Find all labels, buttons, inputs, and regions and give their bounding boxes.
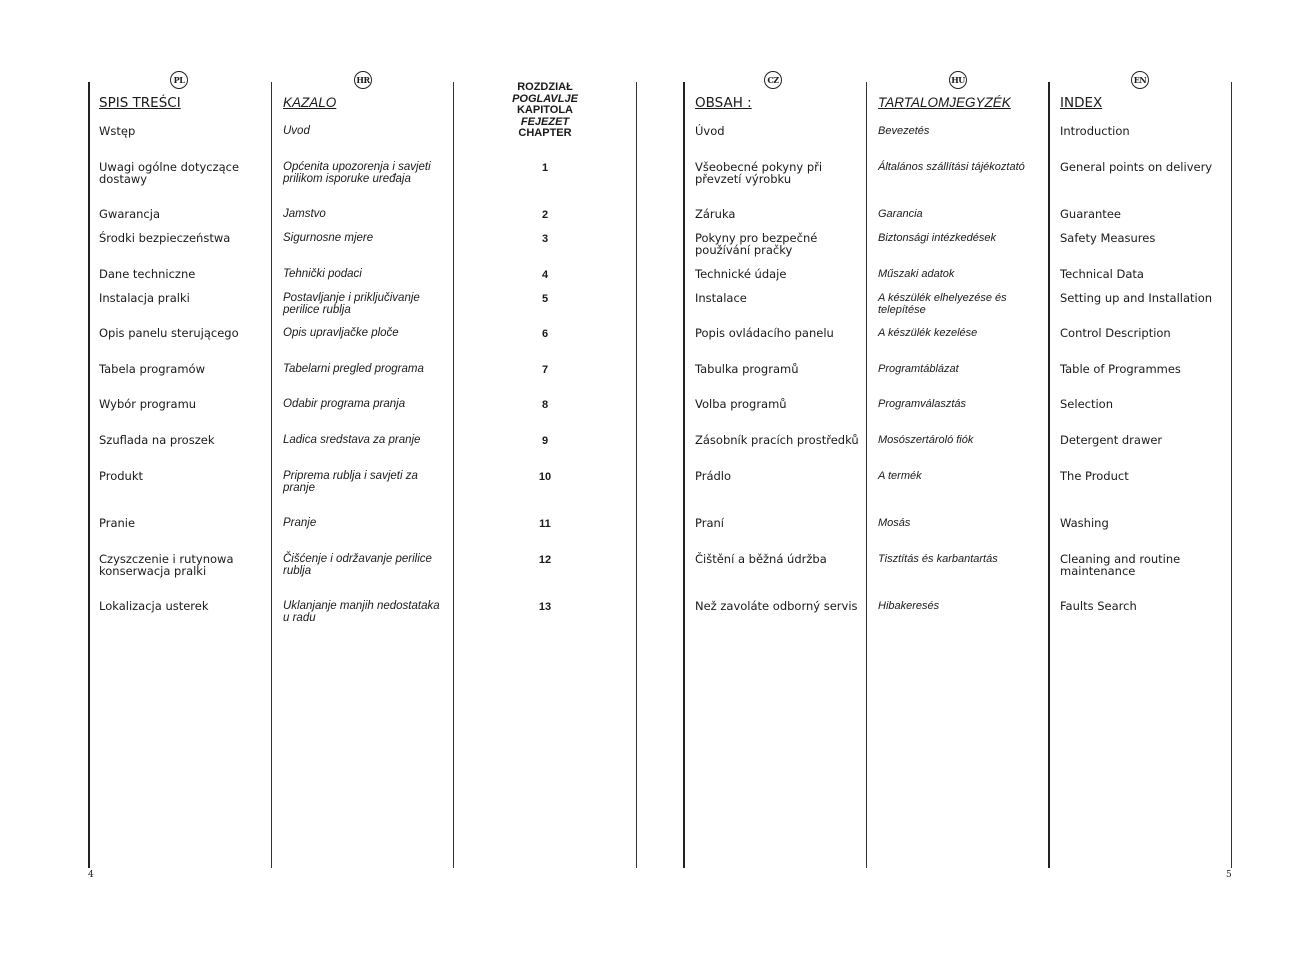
language-badge-pl: PL	[170, 71, 188, 89]
toc-item: Pranie	[99, 516, 136, 530]
toc-item: Faults Search	[1060, 599, 1137, 613]
toc-item: Uvod	[283, 125, 310, 137]
toc-item: Cleaning and routine maintenance	[1060, 552, 1181, 578]
toc-item: Uklanjanje manjih nedostataka u radu	[283, 600, 440, 624]
column-rule	[88, 82, 90, 868]
contents-heading-pl: SPIS TREŚCI	[99, 95, 181, 111]
contents-heading-hu: TARTALOMJEGYZÉK	[878, 95, 1011, 110]
page-number-right: 5	[1226, 870, 1232, 880]
toc-item: Tisztítás és karbantartás	[878, 553, 998, 565]
toc-item: Általános szállítási tájékoztató	[878, 161, 1025, 173]
toc-item: General points on delivery	[1060, 160, 1213, 174]
language-badge-en: EN	[1131, 71, 1149, 89]
page-number-left: 4	[88, 870, 94, 880]
contents-heading-cz: OBSAH :	[695, 95, 752, 111]
toc-item: Tabulka programů	[695, 362, 799, 376]
language-badge-hu: HU	[949, 71, 967, 89]
toc-item: Safety Measures	[1060, 231, 1156, 245]
toc-item: Wstęp	[99, 124, 136, 138]
chapter-label-hu: FEJEZET	[520, 115, 570, 128]
chapter-number: 10	[538, 471, 552, 483]
chapter-label-cz: KAPITOLA	[516, 104, 574, 116]
toc-item: Szuflada na proszek	[99, 433, 215, 447]
contents-heading-hr: KAZALO	[283, 95, 337, 110]
toc-item: Produkt	[99, 469, 144, 483]
toc-item: Opis upravljačke ploče	[283, 327, 399, 339]
toc-item: Lokalizacja usterek	[99, 599, 209, 613]
toc-item: Praní	[695, 516, 724, 530]
toc-item: Záruka	[695, 207, 736, 221]
toc-item: Środki bezpieczeństwa	[99, 231, 231, 245]
toc-item: Setting up and Installation	[1060, 291, 1213, 305]
toc-item: Čištění a běžná údržba	[695, 552, 827, 566]
toc-item: A termék	[878, 470, 922, 482]
toc-item: A készülék elhelyezése és telepítése	[878, 292, 1007, 316]
toc-item: Mosás	[878, 517, 911, 529]
contents-heading-en: INDEX	[1060, 95, 1103, 111]
toc-item: Tehnički podaci	[283, 268, 362, 280]
toc-item: Općenita upozorenja i savjeti prilikom isporuke uređaja	[283, 161, 431, 185]
chapter-number: 12	[538, 554, 552, 566]
toc-item: Hibakeresés	[878, 600, 940, 612]
chapter-number: 7	[541, 364, 549, 376]
toc-item: Programválasztás	[878, 398, 967, 410]
toc-item: Popis ovládacího panelu	[695, 326, 834, 340]
toc-item: Sigurnosne mjere	[283, 232, 374, 244]
toc-item: Mosószertároló fiók	[878, 434, 974, 446]
chapter-number: 13	[538, 601, 552, 613]
chapter-number: 9	[541, 435, 549, 447]
chapter-label-pl: ROZDZIAŁ	[517, 81, 573, 93]
column-rule	[636, 82, 637, 868]
column-rule	[1231, 82, 1232, 868]
toc-item: Selection	[1060, 397, 1113, 411]
toc-item: Úvod	[695, 124, 725, 138]
toc-item: Gwarancja	[99, 207, 160, 221]
chapter-label-hr: POGLAVLJE	[512, 92, 578, 105]
chapter-number: 8	[541, 399, 549, 411]
toc-item: Uwagi ogólne dotyczące dostawy	[99, 160, 240, 186]
column-rule	[1048, 82, 1050, 868]
chapter-number: 2	[541, 209, 549, 221]
toc-item: Technical Data	[1060, 267, 1144, 281]
toc-item: Műszaki adatok	[878, 268, 955, 280]
column-rule	[453, 82, 454, 868]
toc-item: Pranje	[283, 517, 317, 529]
chapter-number: 4	[541, 269, 549, 281]
toc-item: Ladica sredstava za pranje	[283, 434, 421, 446]
toc-item: A készülék kezelése	[878, 327, 978, 339]
toc-item: Zásobník pracích prostředků	[695, 433, 859, 447]
toc-item: Opis panelu sterującego	[99, 326, 239, 340]
chapter-number: 11	[539, 518, 551, 530]
chapter-number: 1	[541, 162, 549, 174]
toc-item: Než zavoláte odborný servis	[695, 599, 858, 613]
column-rule	[683, 82, 685, 868]
toc-item: Czyszczenie i rutynowa konserwacja pralki	[99, 552, 234, 578]
toc-item: Detergent drawer	[1060, 433, 1163, 447]
toc-item: Table of Programmes	[1060, 362, 1181, 376]
toc-item: Control Description	[1060, 326, 1171, 340]
toc-item: Bevezetés	[878, 125, 930, 137]
toc-item: Dane techniczne	[99, 267, 196, 281]
language-badge-cz: CZ	[764, 71, 782, 89]
toc-item: Pokyny pro bezpečné používání pračky	[695, 231, 818, 257]
toc-item: Introduction	[1060, 124, 1130, 138]
toc-item: Čišćenje i održavanje perilice rublja	[283, 553, 432, 577]
toc-item: Washing	[1060, 516, 1109, 530]
toc-item: Volba programů	[695, 397, 787, 411]
toc-item: Všeobecné pokyny při převzetí výrobku	[695, 160, 823, 186]
toc-item: Programtáblázat	[878, 363, 959, 375]
toc-item: Tabelarni pregled programa	[283, 363, 424, 375]
toc-item: Instalacja pralki	[99, 291, 190, 305]
chapter-label-en: CHAPTER	[518, 127, 572, 139]
toc-item: Postavljanje i priključivanje perilice rublja	[283, 292, 420, 316]
language-badge-hr: HR	[354, 71, 372, 89]
toc-item: Jamstvo	[283, 208, 326, 220]
chapter-number: 6	[541, 328, 549, 340]
column-rule	[271, 82, 272, 868]
toc-item: Wybór programu	[99, 397, 197, 411]
toc-item: The Product	[1060, 469, 1129, 483]
toc-item: Odabir programa pranja	[283, 398, 406, 410]
chapter-number: 5	[541, 293, 549, 305]
toc-item: Guarantee	[1060, 207, 1121, 221]
chapter-heading	[485, 82, 605, 140]
toc-item: Instalace	[695, 291, 747, 305]
column-rule	[866, 82, 867, 868]
chapter-number: 3	[541, 233, 549, 245]
toc-item: Priprema rublja i savjeti za pranje	[283, 470, 418, 494]
toc-item: Technické údaje	[695, 267, 787, 281]
toc-item: Garancia	[878, 208, 923, 220]
toc-item: Biztonsági intézkedések	[878, 232, 997, 244]
toc-item: Tabela programów	[99, 362, 205, 376]
toc-item: Prádlo	[695, 469, 732, 483]
